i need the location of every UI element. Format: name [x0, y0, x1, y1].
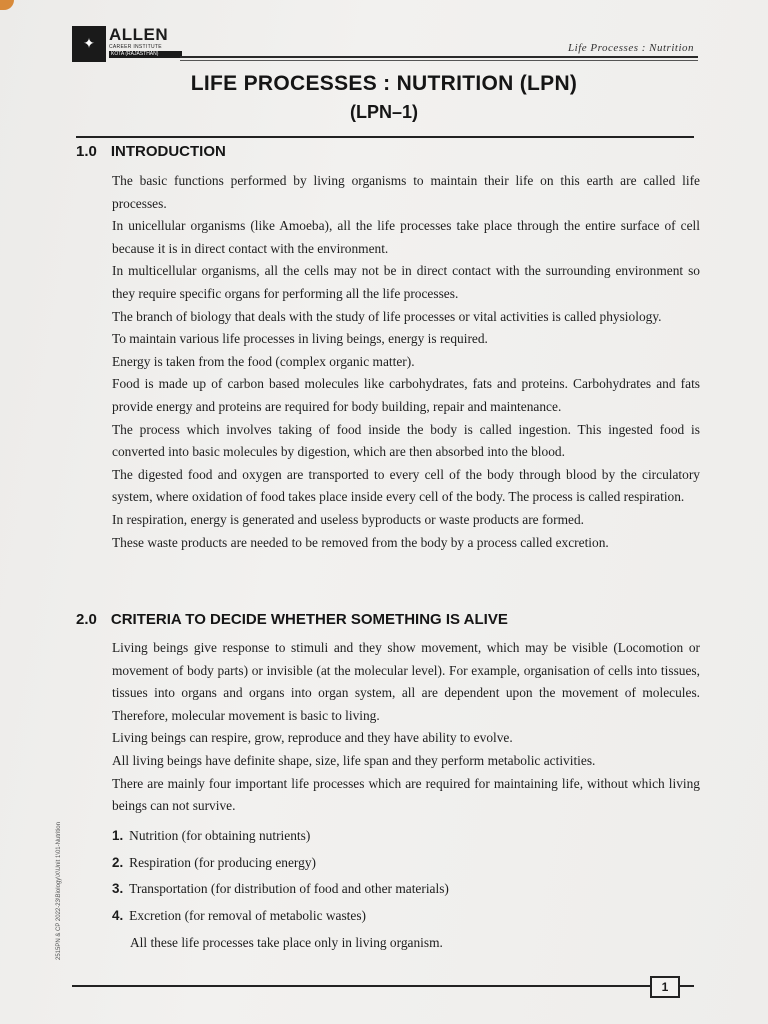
side-file-reference: 2515PN & CP 2022-23\Biology\X\Unit 1\01-Nutrition: [56, 822, 62, 960]
list-text: Nutrition (for obtaining nutrients): [129, 828, 311, 843]
list-item: [112, 823, 672, 850]
paragraph: The basic functions performed by living organisms to maintain their life on this earth are called life processes.: [112, 173, 700, 211]
page-subtitle: (LPN–1): [349, 102, 418, 122]
paragraph: Living beings give response to stimuli and they show movement, which may be visible (Locomotion or movement of body parts) or invisible (at the molecular level). For example, organisation of cells into tissues, tissues into organs and organs into organ system, all are dependent upon the movement of molecules. Therefore, molecular movement is basic to living.: [112, 640, 700, 723]
list-text: Respiration (for producing energy): [129, 854, 316, 870]
page-title: LIFE PROCESSES : NUTRITION (LPN): [190, 72, 578, 95]
paragraph: The branch of biology that deals with the study of life processes or vital activities is called physiology.: [112, 308, 662, 324]
section-title: CRITERIA TO DECIDE WHETHER SOMETHING IS ALIVE: [110, 611, 508, 628]
header-rule-thin: [180, 60, 698, 61]
paragraph: The process which involves taking of food inside the body is called ingestion. This ingested food is converted into basic molecules by digestion, which are then absorbed into the blood.: [112, 421, 700, 460]
paragraph: In unicellular organisms (like Amoeba), all the life processes take place through the entire surface of cell because it is in direct contact with the environment.: [112, 218, 700, 256]
paragraph: Living beings can respire, grow, reproduce and they have ability to evolve.: [112, 730, 513, 746]
allen-logo: [72, 26, 182, 62]
life-processes-list: [112, 823, 672, 929]
footer-rule: [72, 985, 694, 987]
paragraph: In multicellular organisms, all the cells may not be in direct contact with the surrounding environment so they require specific organs for performing all the life processes.: [112, 263, 700, 301]
paragraph: These waste products are needed to be removed from the body by a process called excretion.: [112, 534, 609, 550]
list-number: 4.: [112, 907, 124, 923]
section-number: 2.0: [76, 611, 97, 628]
section-title: INTRODUCTION: [110, 143, 226, 160]
list-item: [112, 903, 672, 930]
list-text: Transportation (for distribution of food and other materials): [129, 881, 449, 896]
section-heading-criteria: [76, 611, 508, 628]
list-number: 1.: [112, 828, 124, 843]
paragraph: The digested food and oxygen are transported to every cell of the body through blood by the circulatory system, where oxidation of food takes place inside every cell of the body. The process is called respiration.: [112, 466, 700, 505]
logo-text: [106, 26, 182, 62]
paragraph: Food is made up of carbon based molecules like carbohydrates, fats and proteins. Carbohydrates and fats provide energy and proteins are required for body building, repair and maintenance.: [112, 376, 700, 414]
list-item: [112, 850, 672, 877]
list-text: Excretion (for removal of metabolic wastes): [129, 907, 367, 923]
paragraph: There are mainly four important life processes which are required for maintaining life, without which living beings can not survive.: [112, 775, 700, 814]
page-number: 1: [650, 976, 680, 998]
paragraph: Energy is taken from the food (complex organic matter).: [112, 353, 415, 369]
list-number: 2.: [112, 854, 124, 870]
introduction-body: [112, 170, 700, 554]
list-number: 3.: [112, 881, 124, 896]
list-item: [112, 876, 672, 903]
running-title: Life Processes : Nutrition: [568, 42, 694, 54]
logo-sub: CAREER INSTITUTE: [109, 44, 162, 50]
corner-tab: [0, 0, 14, 10]
paragraph: To maintain various life processes in living beings, energy is required.: [112, 331, 488, 347]
logo-emblem-icon: ✦: [72, 26, 106, 62]
header-rule: [180, 56, 698, 58]
logo-brand: ALLEN: [109, 25, 169, 44]
closing-sentence: All these life processes take place only in living organism.: [130, 935, 443, 950]
paragraph: In respiration, energy is generated and useless byproducts or waste products are formed.: [112, 511, 584, 527]
logo-tag: KOTA (RAJASTHAN): [109, 51, 182, 58]
section-heading-introduction: [76, 143, 226, 160]
section-number: 1.0: [76, 143, 97, 160]
paragraph: All living beings have definite shape, size, life span and they perform metabolic activities.: [112, 752, 596, 768]
title-rule: [76, 136, 694, 138]
criteria-body: [112, 637, 700, 818]
